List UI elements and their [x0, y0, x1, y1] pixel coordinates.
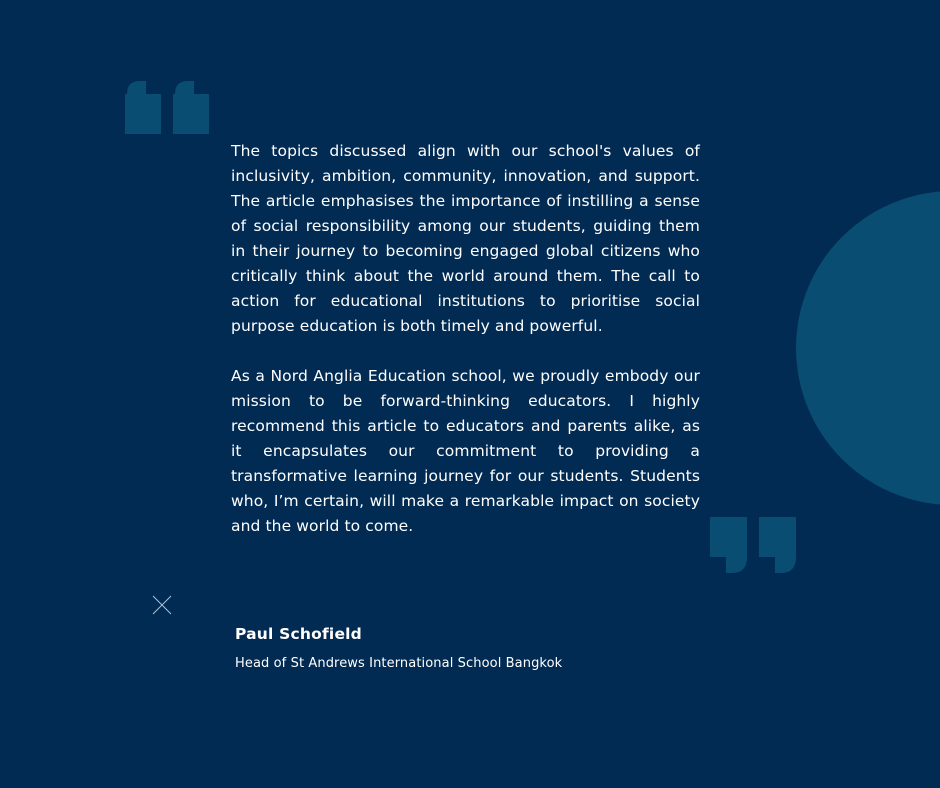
- close-quote-icon: [710, 517, 798, 574]
- cross-icon: [151, 594, 173, 616]
- author-name: Paul Schofield: [235, 625, 362, 643]
- quote-text: [231, 139, 700, 539]
- open-quote-icon: [125, 80, 211, 136]
- quote-paragraph: As a Nord Anglia Education school, we proudly embody our mission to be forward-thinking educators. I highly recommend this article to educators and parents alike, as it encapsulates our commitment to providing a transformative learning journey for our students. Students who, I’m certain, will make a remarkable impact on society and the world to come.: [231, 367, 700, 535]
- decorative-circle: [796, 191, 940, 505]
- quote-paragraph: The topics discussed align with our school's values of inclusivity, ambition, community, innovation, and support. The article emphasises the importance of instilling a sense of social responsibility among our students, guiding them in their journey to becoming engaged global citizens who critically think about the world around them. The call to action for educational institutions to prioritise social purpose education is both timely and powerful.: [231, 142, 700, 335]
- author-title: Head of St Andrews International School Bangkok: [235, 656, 563, 671]
